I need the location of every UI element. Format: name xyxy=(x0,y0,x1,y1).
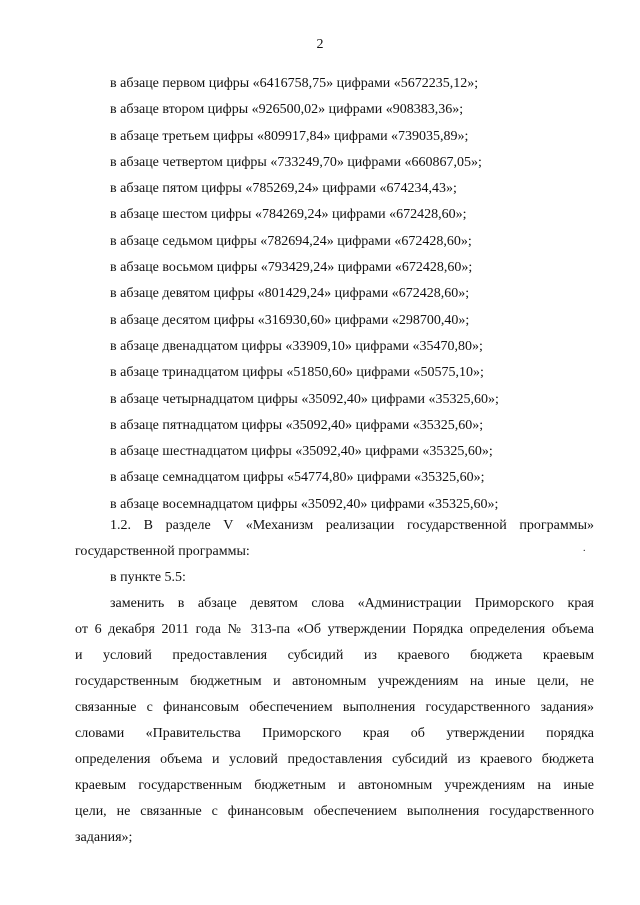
replacement-line: цели, не связанные с финансовым обеспечением выполнения государственного xyxy=(75,804,594,819)
replacement-line: от 6 декабря 2011 года № 313-па «Об утверждении Порядка определения объема xyxy=(75,622,594,637)
section-heading-line: 1.2. В разделе V «Механизм реализации государственной программы» xyxy=(110,518,594,533)
amendment-line: в абзаце шестнадцатом цифры «35092,40» цифрами «35325,60»; xyxy=(110,444,493,460)
amendment-line: в абзаце седьмом цифры «782694,24» цифрами «672428,60»; xyxy=(110,233,472,249)
amendment-line: в абзаце восемнадцатом цифры «35092,40» цифрами «35325,60»; xyxy=(110,496,499,512)
replacement-line: заменить в абзаце девятом слова «Администрации Приморского края xyxy=(110,596,594,611)
replacement-line: и условий предоставления субсидий из краевого бюджета краевым xyxy=(75,648,594,663)
scan-speck: . xyxy=(583,543,586,554)
amendment-line: в абзаце восьмом цифры «793429,24» цифрами «672428,60»; xyxy=(110,260,473,276)
amendment-line: в абзаце десятом цифры «316930,60» цифрами «298700,40»; xyxy=(110,312,470,328)
amendment-list xyxy=(110,72,590,519)
amendment-line: в абзаце втором цифры «926500,02» цифрами «908383,36»; xyxy=(110,102,464,118)
amendment-line: в абзаце третьем цифры «809917,84» цифрами «739035,89»; xyxy=(110,128,469,144)
amendment-line: в абзаце шестом цифры «784269,24» цифрами «672428,60»; xyxy=(110,207,467,223)
replacement-line: государственным бюджетным и автономным учреждениям на иные цели, не xyxy=(75,674,594,689)
amendment-line: в абзаце четырнадцатом цифры «35092,40» цифрами «35325,60»; xyxy=(110,391,499,407)
amendment-line: в абзаце четвертом цифры «733249,70» цифрами «660867,05»; xyxy=(110,154,482,170)
replacement-line: задания»; xyxy=(75,830,133,845)
amendment-line: в абзаце тринадцатом цифры «51850,60» цифрами «50575,10»; xyxy=(110,365,484,381)
replacement-line: краевым государственным бюджетным и автономным учреждениям на иные xyxy=(75,778,594,793)
section-heading-line: государственной программы: xyxy=(75,544,250,559)
section-text xyxy=(75,513,594,851)
amendment-line: в абзаце девятом цифры «801429,24» цифрами «672428,60»; xyxy=(110,286,470,302)
amendment-line: в абзаце семнадцатом цифры «54774,80» цифрами «35325,60»; xyxy=(110,470,485,486)
point-reference: в пункте 5.5: xyxy=(110,570,186,585)
amendment-line: в абзаце пятом цифры «785269,24» цифрами «674234,43»; xyxy=(110,181,457,197)
amendment-line: в абзаце пятнадцатом цифры «35092,40» цифрами «35325,60»; xyxy=(110,417,484,433)
page-number: 2 xyxy=(316,37,324,52)
amendment-line: в абзаце первом цифры «6416758,75» цифрами «5672235,12»; xyxy=(110,76,479,91)
replacement-line: определения объема и условий предоставления субсидий из краевого бюджета xyxy=(75,752,594,767)
replacement-line: связанные с финансовым обеспечением выполнения государственного задания» xyxy=(75,700,594,715)
amendment-line: в абзаце двенадцатом цифры «33909,10» цифрами «35470,80»; xyxy=(110,338,483,354)
replacement-line: словами «Правительства Приморского края об утверждении порядка xyxy=(75,726,594,741)
